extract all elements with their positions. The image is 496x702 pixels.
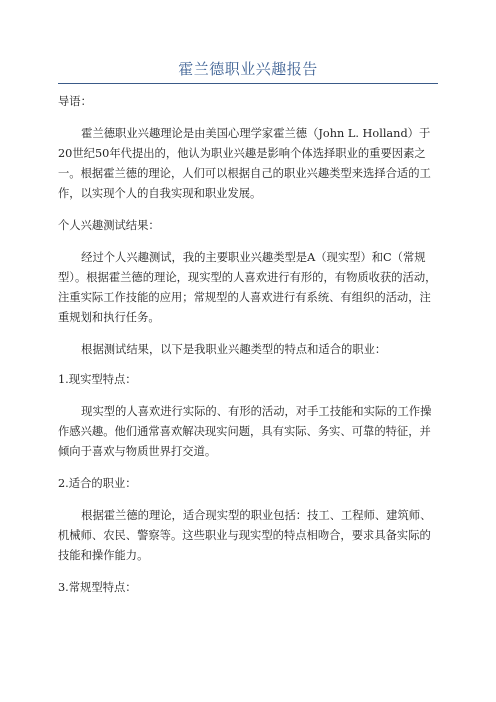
test-heading: 个人兴趣测试结果： [58,219,160,232]
section1-paragraph: 现实型的人喜欢进行实际的、有形的活动，对手工技能和实际的工作操作感兴趣。他们通常喜欢解决现实问题，具有实际、务实、可靠的特征，并倾向于喜欢与物质世界打交道。 [58,405,432,458]
intro-paragraph: 霍兰德职业兴趣理论是由美国心理学家霍兰德（John L. Holland）于20世纪50年代提出的，他认为职业兴趣是影响个体选择职业的重要因素之一。根据霍兰德的理论，人们可以根据自己的职业兴趣类型来选择合适的工作，以实现个人的自我实现和职业发展。 [58,127,431,200]
section3-heading: 3.常规型特点： [58,581,137,594]
summary-paragraph: 根据测试结果，以下是我职业兴趣类型的特点和适合的职业： [81,343,387,356]
test-paragraph: 经过个人兴趣测试，我的主要职业兴趣类型是A（现实型）和C（常规型）。根据霍兰德的理论，现实型的人喜欢进行有形的，有物质收获的活动，注重实际工作技能的应用；常规型的人喜欢进行有系统、有组织的活动，注重规划和执行任务。 [58,251,437,324]
page-title: 霍兰德职业兴趣报告 [178,60,318,78]
intro-heading: 导语： [58,95,92,108]
document-content [58,92,438,610]
section2-heading: 2.适合的职业： [58,477,137,490]
section1-heading: 1.现实型特点： [58,373,137,386]
title-bar [58,56,438,84]
section2-paragraph: 根据霍兰德的理论，适合现实型的职业包括：技工、工程师、建筑师、机械师、农民、警察等。这些职业与现实型的特点相吻合，要求具备实际的技能和操作能力。 [58,509,432,562]
